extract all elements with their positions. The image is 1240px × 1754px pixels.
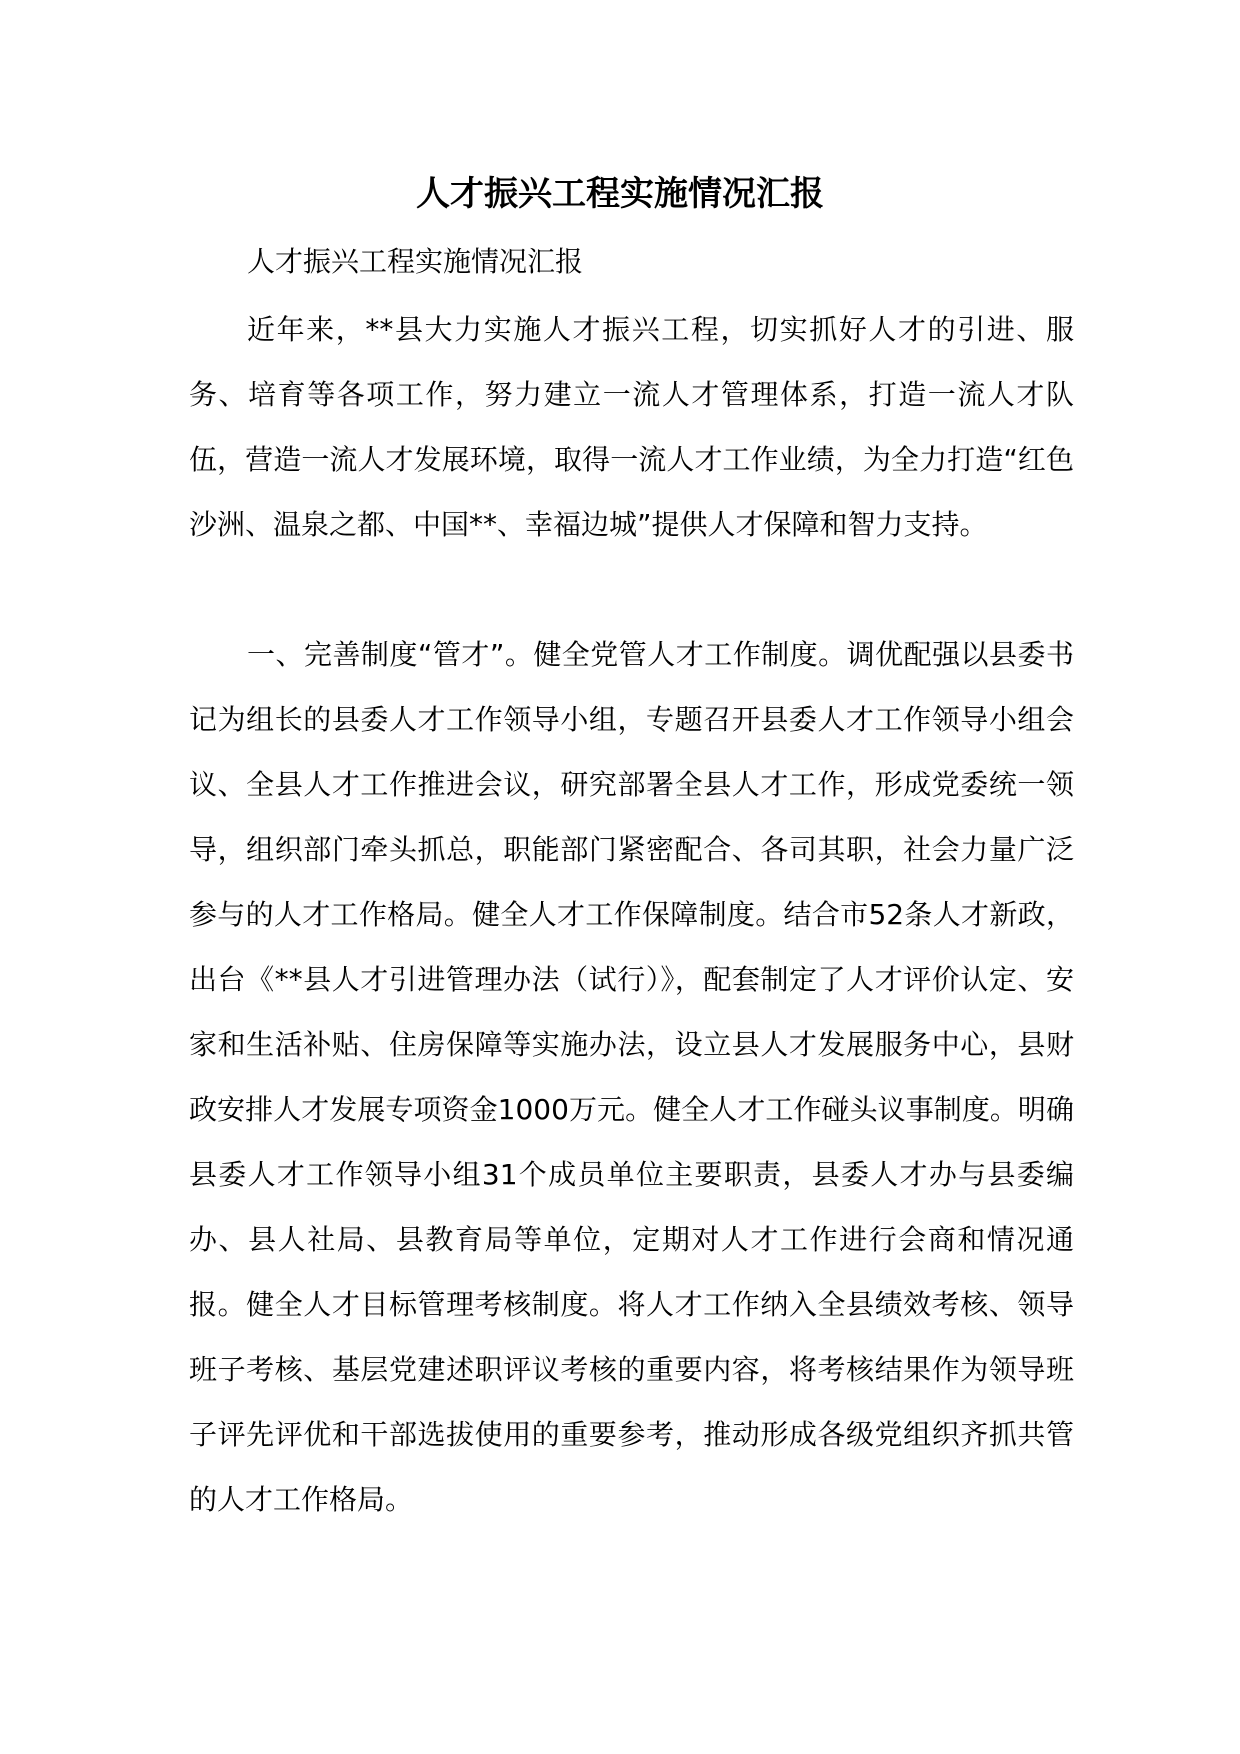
paragraph-intro: 近年来，**县大力实施人才振兴工程，切实抓好人才的引进、服务、培育等各项工作，努力建立一流人才管理体系，打造一流人才队伍，营造一流人才发展环境，取得一流人才工作业绩，为全力打造“红色沙洲、温泉之都、中国**、幸福边城”提供人才保障和智力支持。 xyxy=(189,313,1074,541)
paragraph-section-one: 一、完善制度“管才”。健全党管人才工作制度。调优配强以县委书记为组长的县委人才工作领导小组，专题召开县委人才工作领导小组会议、全县人才工作推进会议，研究部署全县人才工作，形成党委统一领导，组织部门牵头抓总，职能部门紧密配合、各司其职，社会力量广泛参与的人才工作格局。健全人才工作保障制度。结合市52条人才新政，出台《**县人才引进管理办法（试行）》，配套制定了人才评价认定、安家和生活补贴、住房保障等实施办法，设立县人才发展服务中心，县财政安排人才发展专项资金1000万元。健全人才工作碰头议事制度。明确县委人才工作领导小组31个成员单位主要职责，县委人才办与县委编办、县人社局、县教育局等单位，定期对人才工作进行会商和情况通报。健全人才目标管理考核制度。将人才工作纳入全县绩效考核、领导班子考核、基层党建述职评议考核的重要内容，将考核结果作为领导班子评先评优和干部选拔使用的重要参考，推动形成各级党组织齐抓共管的人才工作格局。 xyxy=(189,638,1074,1516)
document-subtitle: 人才振兴工程实施情况汇报 xyxy=(247,245,584,278)
document-title: 人才振兴工程实施情况汇报 xyxy=(416,174,824,214)
